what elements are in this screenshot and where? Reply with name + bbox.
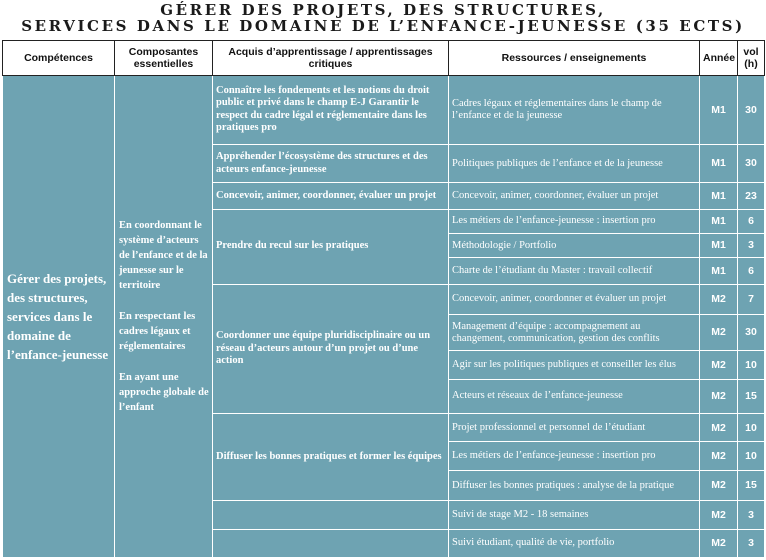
vol-cell: 3 <box>738 529 765 557</box>
ressource-cell: Suivi étudiant, qualité de vie, portfolio <box>449 529 700 557</box>
header-vol: vol (h) <box>738 41 765 76</box>
ressource-cell: Les métiers de l’enfance-jeunesse : insertion pro <box>449 442 700 470</box>
vol-cell: 30 <box>738 314 765 350</box>
competence-table <box>2 40 765 558</box>
annee-cell: M2 <box>700 442 738 470</box>
annee-cell: M1 <box>700 183 738 209</box>
annee-cell: M1 <box>700 258 738 284</box>
annee-cell: M2 <box>700 284 738 314</box>
annee-cell: M1 <box>700 233 738 257</box>
ressource-cell: Projet professionnel et personnel de l’étudiant <box>449 414 700 442</box>
vol-cell: 10 <box>738 351 765 379</box>
ressource-cell: Les métiers de l’enfance-jeunesse : insertion pro <box>449 209 700 233</box>
header-annee: Année <box>700 41 738 76</box>
composantes-cell <box>115 76 213 558</box>
vol-cell: 10 <box>738 414 765 442</box>
document-title <box>0 0 766 34</box>
ressource-cell: Méthodologie / Portfolio <box>449 233 700 257</box>
composante-item: En coordonnant le système d’acteurs de l’enfance et de la jeunesse sur le territoire <box>119 220 208 291</box>
vol-cell: 3 <box>738 233 765 257</box>
header-acquis: Acquis d’apprentissage / apprentissages critiques <box>213 41 449 76</box>
ressource-cell: Diffuser les bonnes pratiques : analyse de la pratique <box>449 470 700 500</box>
vol-cell: 30 <box>738 76 765 145</box>
vol-cell: 3 <box>738 501 765 529</box>
ressource-cell: Concevoir, animer, coordonner, évaluer un projet <box>449 183 700 209</box>
ressource-cell: Acteurs et réseaux de l’enfance-jeunesse <box>449 379 700 413</box>
header-composantes: Composantes essentielles <box>115 41 213 76</box>
vol-cell: 30 <box>738 144 765 182</box>
ressource-cell: Charte de l’étudiant du Master : travail collectif <box>449 258 700 284</box>
header-ressources: Ressources / enseignements <box>449 41 700 76</box>
annee-cell: M2 <box>700 379 738 413</box>
ressource-cell: Agir sur les politiques publiques et conseiller les élus <box>449 351 700 379</box>
annee-cell: M1 <box>700 76 738 145</box>
acquis-cell: Coordonner une équipe pluridisciplinaire ou un réseau d’acteurs autour d’un projet ou d’une action <box>213 284 449 414</box>
vol-cell: 23 <box>738 183 765 209</box>
annee-cell: M2 <box>700 414 738 442</box>
annee-cell: M2 <box>700 314 738 350</box>
annee-cell: M1 <box>700 144 738 182</box>
table-row <box>3 76 765 145</box>
acquis-cell: Appréhender l’écosystème des structures et des acteurs enfance-jeunesse <box>213 144 449 182</box>
annee-cell: M1 <box>700 209 738 233</box>
acquis-cell: Diffuser les bonnes pratiques et former les équipes <box>213 414 449 501</box>
title-line-1: GÉRER DES PROJETS, DES STRUCTURES, <box>160 1 606 19</box>
annee-cell: M2 <box>700 529 738 557</box>
header-competences: Compétences <box>3 41 115 76</box>
acquis-cell: Prendre du recul sur les pratiques <box>213 209 449 284</box>
annee-cell: M2 <box>700 501 738 529</box>
ressource-cell: Concevoir, animer, coordonner et évaluer un projet <box>449 284 700 314</box>
composante-item: En ayant une approche globale de l’enfant <box>119 372 209 413</box>
acquis-cell-empty <box>213 501 449 529</box>
acquis-cell-empty <box>213 529 449 557</box>
annee-cell: M2 <box>700 470 738 500</box>
vol-cell: 15 <box>738 379 765 413</box>
vol-cell: 7 <box>738 284 765 314</box>
ressource-cell: Management d’équipe : accompagnement au changement, communication, gestion des conflits <box>449 314 700 350</box>
ressource-cell: Politiques publiques de l’enfance et de la jeunesse <box>449 144 700 182</box>
composante-item: En respectant les cadres légaux et réglementaires <box>119 311 196 352</box>
title-line-2: SERVICES DANS LE DOMAINE DE L’ENFANCE-JEUNESSE (35 ECTS) <box>21 17 745 35</box>
acquis-cell: Concevoir, animer, coordonner, évaluer un projet <box>213 183 449 209</box>
acquis-cell: Connaître les fondements et les notions du droit public et privé dans le champ E-J Garantir le respect du cadre légal et réglementaire dans les pratiques pro <box>213 76 449 145</box>
header-row <box>3 41 765 76</box>
annee-cell: M2 <box>700 351 738 379</box>
ressource-cell: Suivi de stage M2 - 18 semaines <box>449 501 700 529</box>
ressource-cell: Cadres légaux et réglementaires dans le champ de l’enfance et de la jeunesse <box>449 76 700 145</box>
vol-cell: 6 <box>738 209 765 233</box>
vol-cell: 6 <box>738 258 765 284</box>
competence-cell: Gérer des projets, des structures, services dans le domaine de l’enfance-jeunesse <box>3 76 115 558</box>
vol-cell: 15 <box>738 470 765 500</box>
vol-cell: 10 <box>738 442 765 470</box>
